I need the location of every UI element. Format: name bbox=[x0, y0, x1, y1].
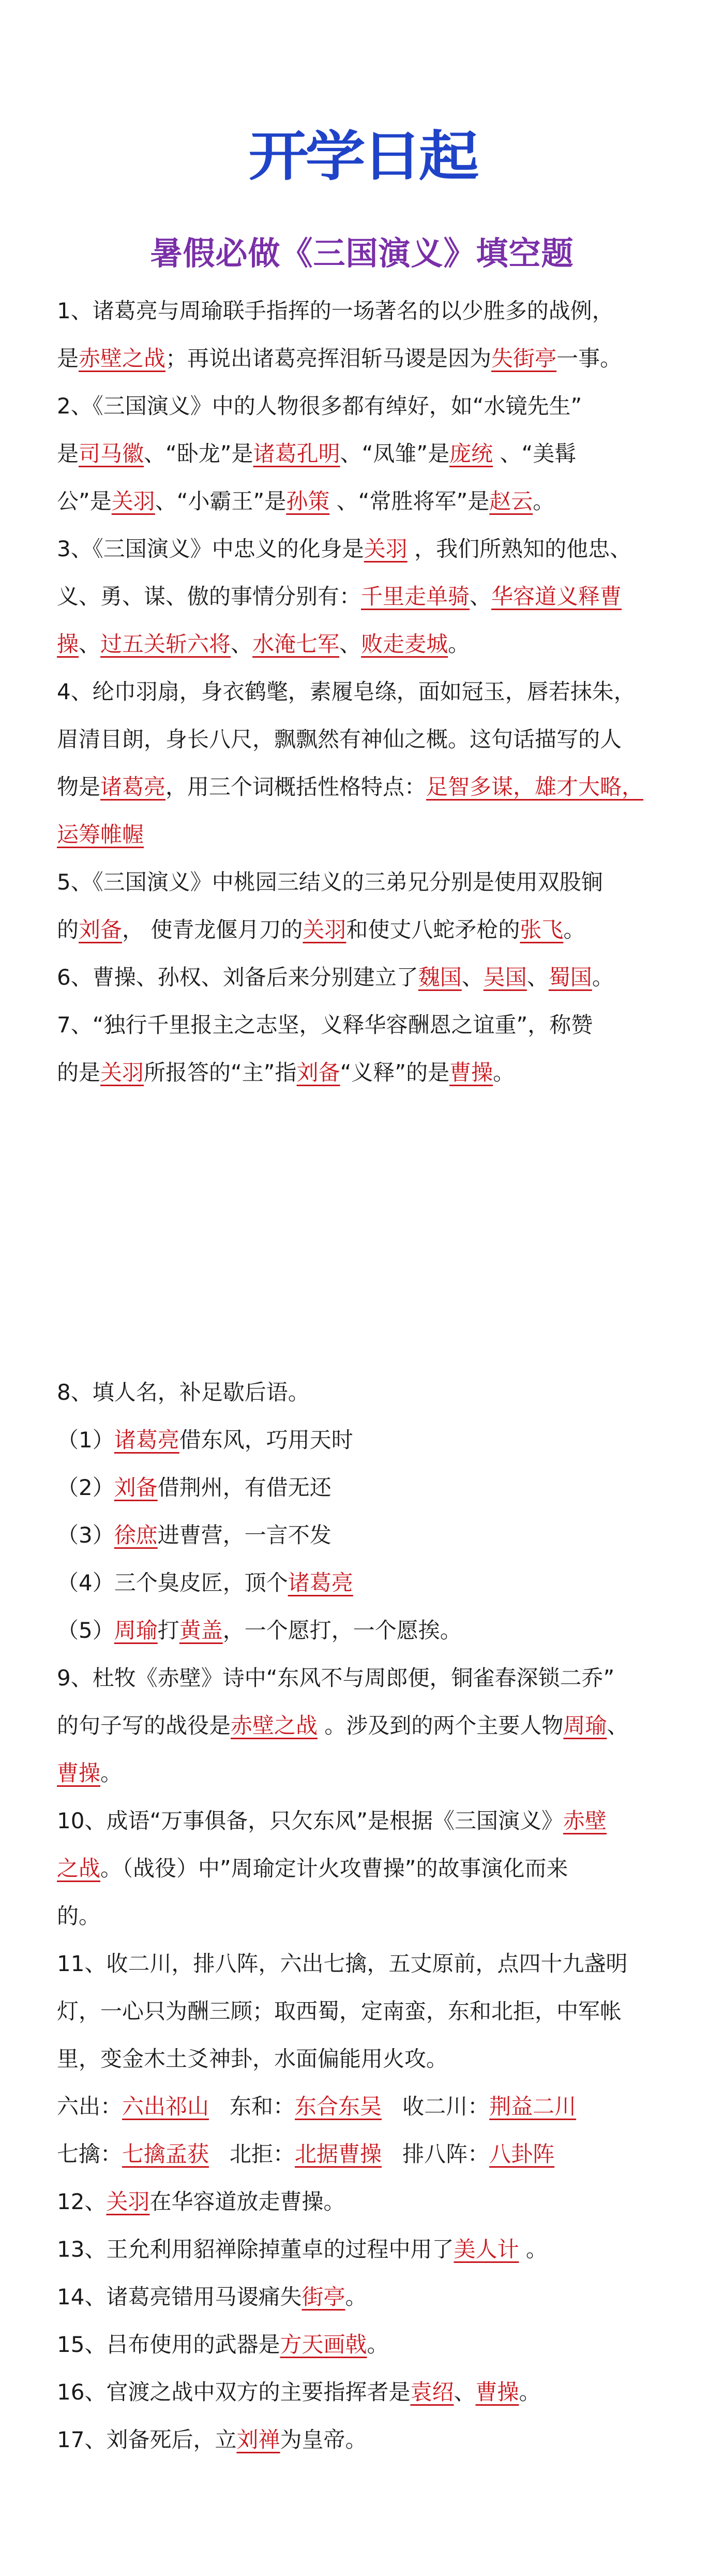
q4-line-1: 4、纶巾羽扇，身衣鹤氅，素履皂绦，面如冠玉，唇若抹朱， bbox=[57, 679, 636, 704]
q3-line-3: 操、过五关斩六将、水淹七军、败走麦城。 bbox=[57, 631, 470, 657]
answer: 赤壁之战 bbox=[79, 346, 166, 371]
q2-line-2: 是司马徽、“卧龙”是诸葛孔明、“凤雏”是庞统 、“美髯 bbox=[57, 441, 577, 466]
answer: 华容道义释曹 bbox=[491, 584, 622, 609]
answer: 蜀国 bbox=[548, 965, 592, 990]
q10-line-2: 之战。（战役）中”周瑜定计火攻曹操”的故事演化而来 bbox=[57, 1856, 568, 1881]
q2-line-1: 2、《三国演义》中的人物很多都有绰好，如“水镜先生” bbox=[57, 393, 582, 419]
answer: 黄盖 bbox=[179, 1618, 223, 1643]
answer: 徐庶 bbox=[114, 1522, 158, 1548]
q4-line-2: 眉清目朗，身长八尺，飘飘然有神仙之概。这句话描写的人 bbox=[57, 727, 622, 752]
q8-line-1: 8、填人名，补足歇后语。 bbox=[57, 1380, 310, 1405]
answer: 足智多谋，雄才大略， bbox=[426, 774, 644, 800]
questions-8-17 bbox=[57, 1369, 683, 2464]
answer: 袁绍 bbox=[410, 2379, 454, 2405]
answer: 周瑜 bbox=[563, 1713, 607, 1738]
answer: 诸葛亮 bbox=[100, 774, 166, 800]
questions-1-7 bbox=[57, 287, 683, 1097]
q4-line-3: 物是诸葛亮，用三个词概括性格特点：足智多谋，雄才大略， bbox=[57, 774, 644, 800]
answer: 七擒孟获 bbox=[122, 2141, 209, 2167]
q7-line-1: 7、“独行千里报主之志坚，义释华容酬恩之谊重”，称赞 bbox=[57, 1012, 593, 1038]
q5-line-1: 5、《三国演义》中桃园三结义的三弟兄分别是使用双股锏 bbox=[57, 869, 603, 895]
q8-item-1: （1）诸葛亮借东风，巧用天时 bbox=[57, 1427, 353, 1453]
q7-line-2: 的是关羽所报答的“主”指刘备“义释”的是曹操。 bbox=[57, 1060, 515, 1085]
answer: 过五关斩六将 bbox=[100, 631, 231, 657]
q9-line-1: 9、杜牧《赤壁》诗中“东风不与周郎便，铜雀春深锁二乔” bbox=[57, 1665, 615, 1691]
q8-item-2: （2）刘备借荆州，有借无还 bbox=[57, 1475, 331, 1500]
answer: 东合东吴 bbox=[295, 2094, 382, 2119]
q11-answers-2: 七擒：七擒孟获 北拒：北据曹操 排八阵：八卦阵 bbox=[57, 2141, 555, 2167]
q14-line-1: 14、诸葛亮错用马谡痛失街亭。 bbox=[57, 2284, 367, 2309]
q3-line-1: 3、《三国演义》中忠义的化身是关羽 ，我们所熟知的他忠、 bbox=[57, 536, 632, 561]
answer: 失街亭 bbox=[491, 346, 557, 371]
answer: 诸葛亮 bbox=[288, 1570, 353, 1595]
q17-line-1: 17、刘备死后，立刘禅为皇帝。 bbox=[57, 2427, 367, 2452]
q10-line-3: 的。 bbox=[57, 1903, 101, 1929]
q13-line-1: 13、王允利用貂禅除掉董卓的过程中用了美人计 。 bbox=[57, 2237, 548, 2262]
answer: 街亭 bbox=[301, 2284, 345, 2309]
q5-line-2: 的刘备， 使青龙偃月刀的关羽和使丈八蛇矛枪的张飞。 bbox=[57, 917, 585, 942]
answer: 刘禅 bbox=[236, 2427, 280, 2452]
q15-line-1: 15、吕布使用的武器是方天画戟。 bbox=[57, 2332, 389, 2357]
q11-answers-1: 六出：六出祁山 东和：东合东吴 收二川：荆益二川 bbox=[57, 2094, 577, 2119]
answer: 千里走单骑 bbox=[361, 584, 470, 609]
answer: 北据曹操 bbox=[295, 2141, 382, 2167]
q11-line-3: 里，变金木土爻神卦，水面偏能用火攻。 bbox=[57, 2046, 448, 2071]
answer: 美人计 bbox=[454, 2237, 519, 2262]
answer: 庞统 bbox=[449, 441, 493, 466]
q11-line-1: 11、收二川，排八阵，六出七擒，五丈原前，点四十九盏明 bbox=[57, 1951, 628, 1976]
answer: 关羽 bbox=[303, 917, 346, 942]
answer: 周瑜 bbox=[114, 1618, 158, 1643]
q16-line-1: 16、官渡之战中双方的主要指挥者是袁绍、曹操。 bbox=[57, 2379, 541, 2405]
answer: 刘备 bbox=[296, 1060, 340, 1085]
answer: 诸葛孔明 bbox=[253, 441, 340, 466]
q11-line-2: 灯，一心只为酬三顾；取西蜀，定南蛮，东和北拒，中军帐 bbox=[57, 1998, 622, 2024]
q8-item-4: （4）三个臭皮匠，顶个诸葛亮 bbox=[57, 1570, 353, 1595]
q9-line-2: 的句子写的战役是赤壁之战 。涉及到的两个主要人物周瑜、 bbox=[57, 1713, 629, 1738]
answer: 八卦阵 bbox=[489, 2141, 555, 2167]
answer: 曹操 bbox=[57, 1760, 101, 1786]
answer: 六出祁山 bbox=[122, 2094, 209, 2119]
answer: 水淹七军 bbox=[252, 631, 340, 657]
q3-line-2: 义、勇、谋、傲的事情分别有：千里走单骑、华容道义释曹 bbox=[57, 584, 622, 609]
answer: 诸葛亮 bbox=[114, 1427, 179, 1453]
answer: 方天画戟 bbox=[280, 2332, 367, 2357]
answer: 运筹帷幄 bbox=[57, 822, 144, 847]
q9-line-3: 曹操。 bbox=[57, 1760, 123, 1786]
q1-line-2: 是赤壁之战；再说出诸葛亮挥泪斩马谡是因为失街亭一事。 bbox=[57, 346, 622, 371]
answer: 赤壁 bbox=[563, 1808, 607, 1833]
answer: 败走麦城 bbox=[361, 631, 448, 657]
q1-line-1: 1、诸葛亮与周瑜联手指挥的一场著名的以少胜多的战例， bbox=[57, 298, 614, 323]
q4-line-4 bbox=[57, 811, 683, 858]
q2-line-3: 公”是关羽、“小霸王”是孙策 、“常胜将军”是赵云。 bbox=[57, 488, 555, 514]
answer: 司马徽 bbox=[79, 441, 144, 466]
answer: 赤壁之战 bbox=[231, 1713, 318, 1738]
q8-item-5: （5）周瑜打黄盖，一个愿打，一个愿挨。 bbox=[57, 1618, 462, 1643]
q8-item-3: （3）徐庶进曹营，一言不发 bbox=[57, 1522, 331, 1548]
answer: 之战 bbox=[57, 1856, 101, 1881]
q12-line-1: 12、关羽在华容道放走曹操。 bbox=[57, 2189, 345, 2214]
answer: 关羽 bbox=[106, 2189, 150, 2214]
answer: 张飞 bbox=[520, 917, 564, 942]
answer: 刘备 bbox=[79, 917, 123, 942]
answer: 魏国 bbox=[418, 965, 462, 990]
answer: 曹操 bbox=[449, 1060, 493, 1085]
answer: 操 bbox=[57, 631, 79, 657]
logo: 开学日起 bbox=[248, 125, 476, 188]
answer: 孙策 bbox=[286, 488, 330, 514]
answer: 关羽 bbox=[100, 1060, 144, 1085]
answer: 曹操 bbox=[475, 2379, 519, 2405]
answer: 关羽 bbox=[364, 536, 408, 561]
page-title: 暑假必做《三国演义》填空题 bbox=[150, 234, 574, 272]
answer: 赵云 bbox=[489, 488, 533, 514]
q6-line-1: 6、曹操、孙权、刘备后来分别建立了魏国、吴国、蜀国。 bbox=[57, 965, 614, 990]
answer: 刘备 bbox=[114, 1475, 158, 1500]
answer: 关羽 bbox=[111, 488, 155, 514]
answer: 荆益二川 bbox=[489, 2094, 577, 2119]
answer: 吴国 bbox=[483, 965, 527, 990]
q10-line-1: 10、成语“万事俱备，只欠东风”是根据《三国演义》赤壁 bbox=[57, 1808, 607, 1833]
